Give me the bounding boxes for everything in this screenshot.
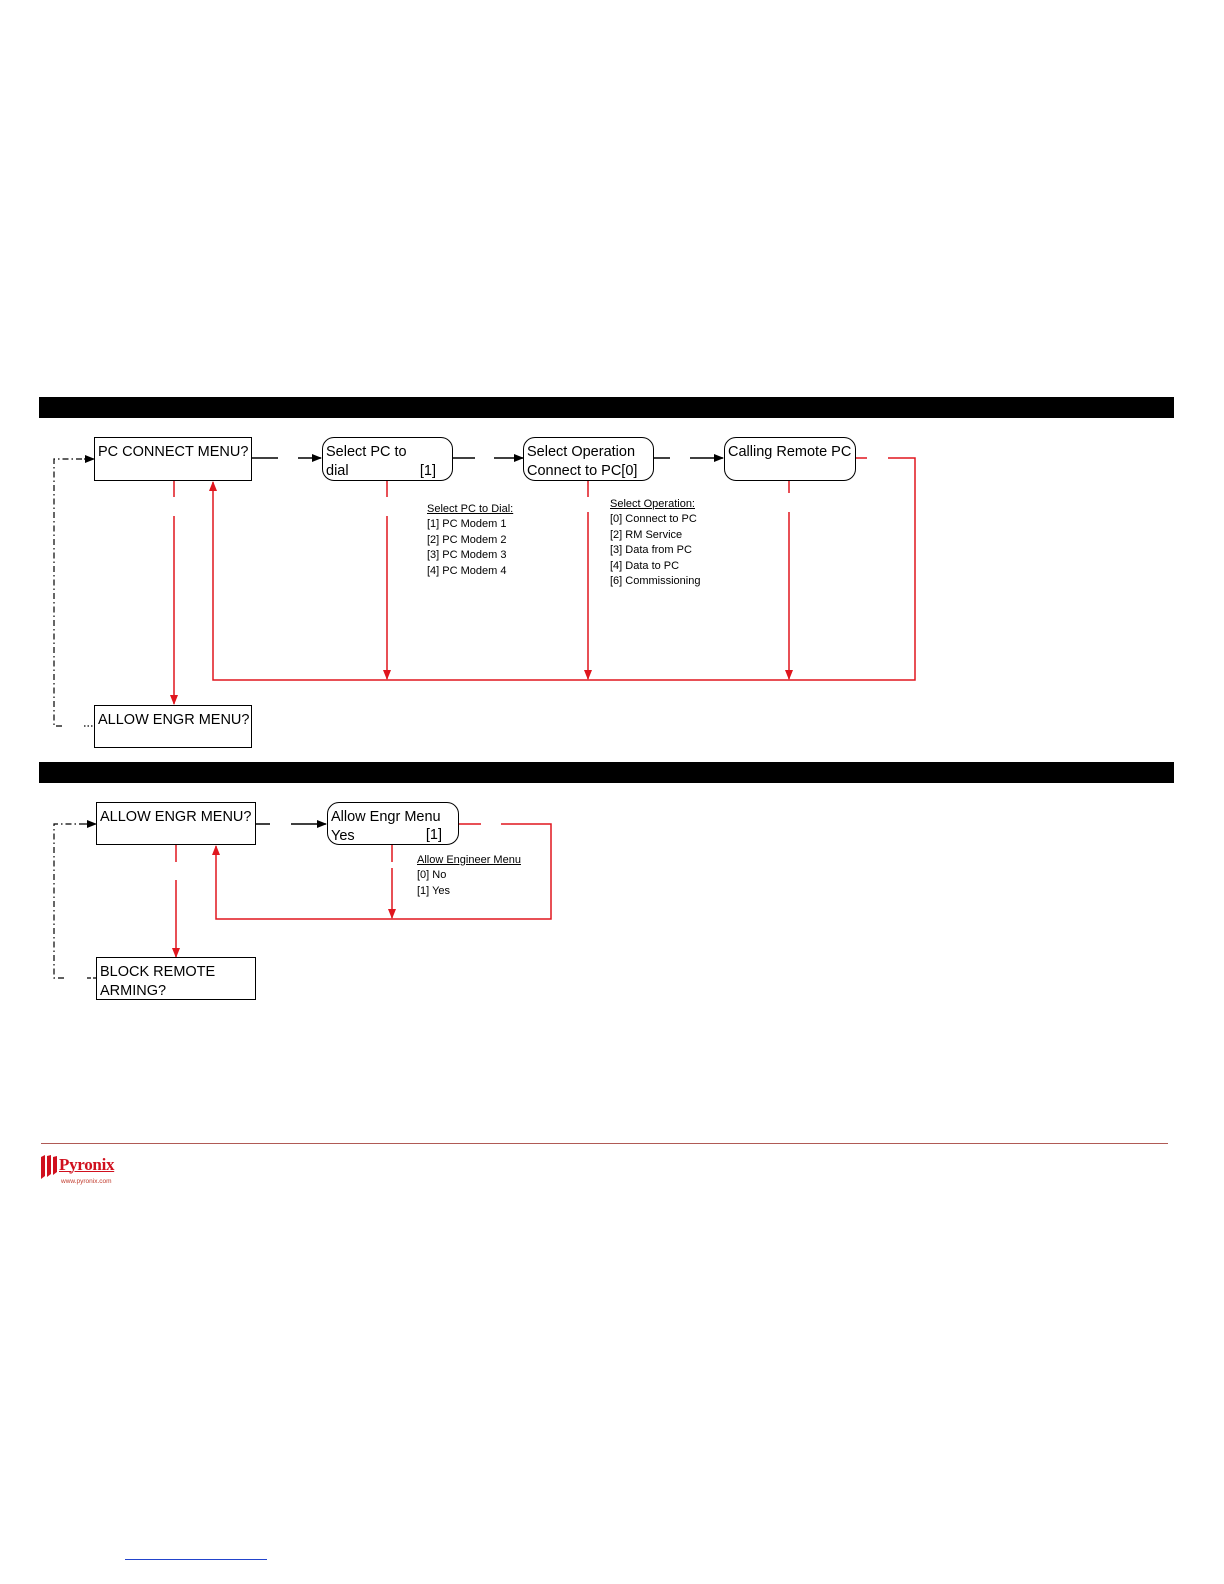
select-operation-options [610,497,700,589]
logo-url-text: www.pyronix.com [61,1178,112,1185]
logo-brand-text: Pyronix [59,1155,115,1174]
flame-logo-icon [40,1154,58,1180]
calling-remote-pc-box [724,437,856,481]
select-pc-option: [1] PC Modem 1 [427,518,507,531]
allow-engr-option: [0] No [417,869,447,882]
select-pc-box [322,437,453,481]
select-pc-options [427,502,513,579]
block-remote-arming-line2: ARMING? [100,983,167,999]
select-operation-option: [6] Commissioning [610,575,701,588]
select-pc-option: [2] PC Modem 2 [427,533,507,546]
select-operation-line2: Connect to PC[0] [527,463,638,479]
allow-engr-setting-line1: Allow Engr Menu [331,809,441,825]
block-remote-arming-line1: BLOCK REMOTE [100,964,216,980]
select-pc-option: [3] PC Modem 3 [427,549,507,562]
allow-engr-setting-line2: Yes [331,828,355,844]
select-pc-options-heading: Select PC to Dial: [427,503,514,515]
allow-engr-setting-box [327,802,459,845]
select-operation-line1: Select Operation [527,444,636,460]
section1-dashdot-loop [54,459,94,726]
select-operation-options-heading: Select Operation: [610,498,695,510]
select-pc-option: [4] PC Modem 4 [427,564,507,577]
select-pc-line2: dial [326,463,349,479]
allow-engr-options-heading: Allow Engineer Menu [417,854,521,866]
select-pc-value: [1] [419,463,436,479]
section1-red-flow [174,458,915,704]
allow-engr-option: [1] Yes [417,884,451,897]
calling-remote-pc-label: Calling Remote PC [728,444,852,460]
allow-engr-menu-next-box [94,705,252,748]
pc-connect-menu-box [94,437,252,481]
allow-engr-options [417,853,521,899]
allow-engr-menu-box [96,802,256,845]
select-operation-option: [4] Data to PC [610,559,680,572]
select-operation-option: [3] Data from PC [610,544,692,557]
select-operation-option: [2] RM Service [610,528,683,541]
section2-dashdot-loop [54,824,96,978]
pc-connect-menu-label: PC CONNECT MENU? [98,444,249,460]
footer-divider [41,1143,1168,1144]
allow-engr-menu-next-label: ALLOW ENGR MENU? [98,712,250,728]
select-pc-line1: Select PC to [326,444,407,460]
select-operation-box [523,437,654,481]
allow-engr-setting-value: [1] [425,827,442,843]
select-operation-option: [0] Connect to PC [610,513,697,526]
bottom-link-underline [125,1559,267,1560]
pyronix-logo [40,1152,120,1190]
allow-engr-menu-label: ALLOW ENGR MENU? [100,809,252,825]
block-remote-arming-box [96,957,256,1000]
